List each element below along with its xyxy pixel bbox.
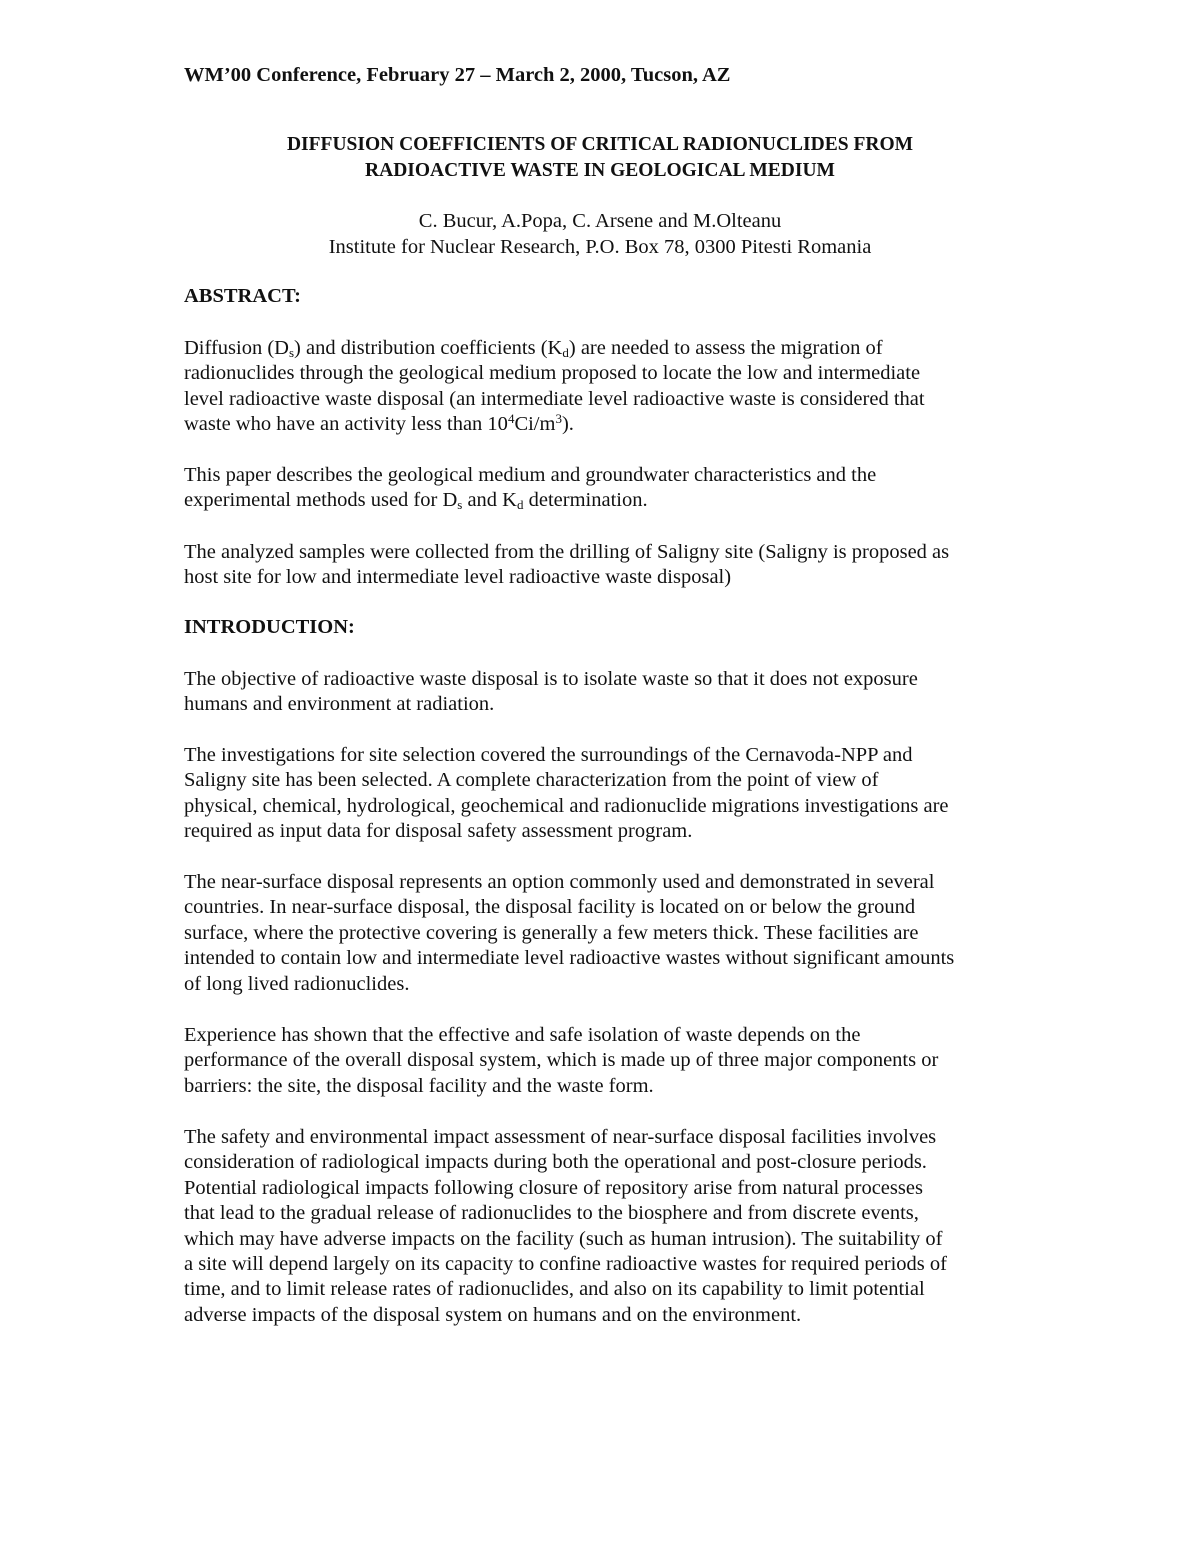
paragraph-line: Potential radiological impacts following closure of repository arise from natural processes xyxy=(184,1176,923,1199)
abstract-heading: ABSTRACT: xyxy=(184,285,301,307)
introduction-paragraph-3 xyxy=(184,870,1024,997)
paragraph-line: time, and to limit release rates of radionuclides, and also on its capability to limit potential xyxy=(184,1278,925,1301)
introduction-paragraph-4 xyxy=(184,1023,1024,1099)
paragraph-line: intended to contain low and intermediate level radioactive wastes without significant amounts xyxy=(184,947,955,970)
paragraph-line: waste who have an activity less than $10^4Ci/m^3$). xyxy=(184,411,574,436)
paragraph-line: barriers: the site, the disposal facility and the waste form. xyxy=(184,1074,654,1097)
abstract-paragraph-2 xyxy=(184,463,1024,514)
author-affiliation: Institute for Nuclear Research, P.O. Box 78, 0300 Pitesti Romania xyxy=(328,236,872,258)
abstract-paragraph-1 xyxy=(184,336,1024,438)
paragraph-line: that lead to the gradual release of radionuclides to the biosphere and from discrete events, xyxy=(184,1202,919,1225)
title-line-1: DIFFUSION COEFFICIENTS OF CRITICAL RADIONUCLIDES FROM xyxy=(286,134,914,155)
paragraph-line: The near-surface disposal represents an option commonly used and demonstrated in several xyxy=(184,871,935,893)
introduction-paragraph-1 xyxy=(184,667,1024,718)
introduction-heading: INTRODUCTION: xyxy=(184,616,355,638)
title-line-2: RADIOACTIVE WASTE IN GEOLOGICAL MEDIUM xyxy=(365,159,835,181)
introduction-paragraph-2 xyxy=(184,743,1024,845)
author-block xyxy=(150,208,1050,260)
conference-header: WM’00 Conference, February 27 – March 2, 2000, Tucson, AZ xyxy=(184,64,731,86)
author-names: C. Bucur, A.Popa, C. Arsene and M.Olteanu xyxy=(418,210,782,232)
paragraph-line: physical, chemical, hydrological, geochemical and radionuclide migrations investigations are xyxy=(184,794,949,817)
paragraph-line: This paper describes the geological medium and groundwater characteristics and the xyxy=(184,464,877,486)
paragraph-line: a site will depend largely on its capacity to confine radioactive wastes for required periods of xyxy=(184,1253,947,1276)
paragraph-line: adverse impacts of the disposal system on humans and on the environment. xyxy=(184,1303,802,1326)
paragraph-line: performance of the overall disposal system, which is made up of three major components or xyxy=(184,1049,939,1072)
paragraph-line: experimental methods used for $D_s$ and $K_d$ determination. xyxy=(184,489,648,513)
paragraph-line: consideration of radiological impacts during both the operational and post-closure periods. xyxy=(184,1151,927,1174)
paragraph-line: level radioactive waste disposal (an intermediate level radioactive waste is considered that xyxy=(184,387,925,410)
paragraph-line: of long lived radionuclides. xyxy=(184,972,410,995)
paragraph-line: surface, where the protective covering is generally a few meters thick. These facilities are xyxy=(184,921,919,944)
paragraph-line: The investigations for site selection covered the surroundings of the Cernavoda-NPP and xyxy=(184,744,913,766)
paragraph-line: The safety and environmental impact assessment of near-surface disposal facilities involves xyxy=(184,1126,937,1148)
paragraph-line: Diffusion $(D_s)$ and distribution coefficients $(K_d)$ are needed to assess the migration of xyxy=(184,337,883,360)
abstract-paragraph-3 xyxy=(184,540,1024,591)
introduction-paragraph-5 xyxy=(184,1125,1024,1328)
paper-title xyxy=(150,132,1050,183)
paragraph-line: host site for low and intermediate level radioactive waste disposal) xyxy=(184,566,732,589)
paragraph-line: which may have adverse impacts on the facility (such as human intrusion). The suitability of xyxy=(184,1227,943,1250)
paragraph-line: The objective of radioactive waste disposal is to isolate waste so that it does not exposure xyxy=(184,668,918,690)
paragraph-line: countries. In near-surface disposal, the disposal facility is located on or below the ground xyxy=(184,896,916,919)
paragraph-line: humans and environment at radiation. xyxy=(184,693,495,716)
paragraph-line: Saligny site has been selected. A complete characterization from the point of view of xyxy=(184,769,879,792)
paragraph-line: Experience has shown that the effective and safe isolation of waste depends on the xyxy=(184,1024,861,1046)
paragraph-line: radionuclides through the geological medium proposed to locate the low and intermediate xyxy=(184,362,921,385)
paragraph-line: The analyzed samples were collected from the drilling of Saligny site (Saligny is proposed as xyxy=(184,541,950,563)
paragraph-line: required as input data for disposal safety assessment program. xyxy=(184,820,693,843)
